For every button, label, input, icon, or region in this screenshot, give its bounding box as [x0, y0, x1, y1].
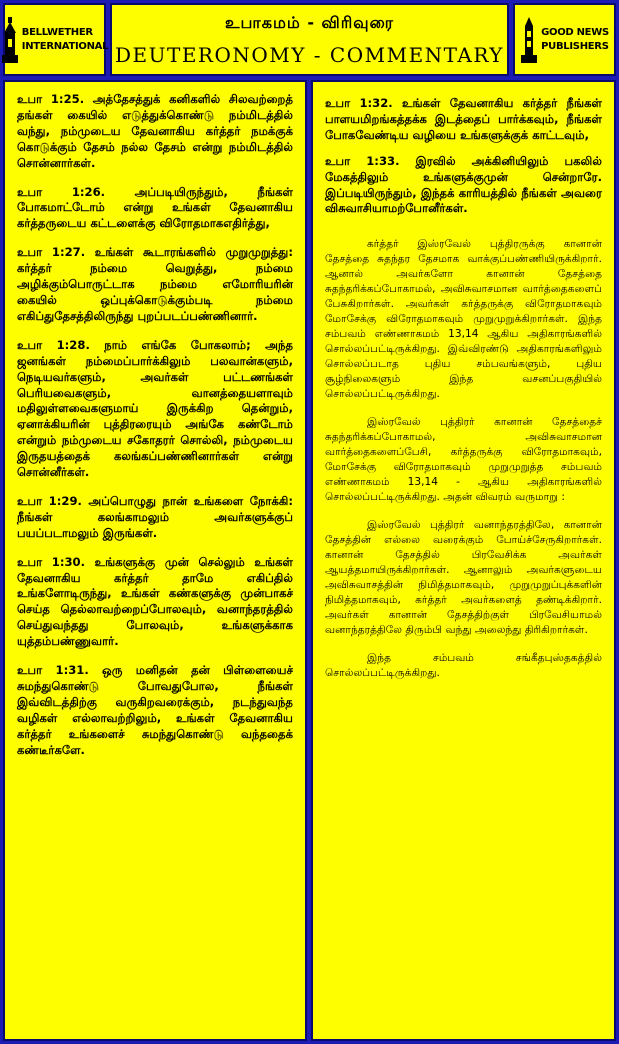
verse-1-25: உபா 1:25. அத்தேசத்துக் கனிகளில் சிலவற்றைத் தங்கள் கையில் எடுத்துக்கொண்டு நம்மிடத்தில் வந்து, நம்முடைய தேவனாகிய கர்த்தர் நமக்குக் கொடுக்கும் தேசம் நல்ல தேசம் என்று நம்மிடத்தில் சொன்னார்கள்.: [17, 92, 293, 170]
commentary-paragraph: இஸ்ரவேல் புத்திரர் கானான் தேசத்தைச் சுதந்தரிக்கப்போகாமல், அவிசுவாசமான வார்த்தைகளைப்பேசி, கர்த்தருக்கு விரோதமாகவும், மோசேக்கு விரோதமாகவும் முறுமுறுத்த சம்பவம் எண்ணாகமம் 13,14 - ஆகிய அதிகாரங்களில் சொல்லப்பட்டிருக்கிறது. அதன் விவரம் வருமாறு :: [325, 416, 602, 504]
bellwether-logo: [3, 3, 109, 76]
logo-right-line1: GOOD NEWS: [541, 26, 609, 38]
logo-right-line2: PUBLISHERS: [541, 40, 609, 52]
good-news-logo: [513, 3, 616, 76]
verse-1-29: உபா 1:29. அப்பொழுது நான் உங்களை நோக்கி: நீங்கள் கலங்காமலும் அவர்களுக்குப் பயப்படாமலும் இருங்கள்.: [17, 493, 293, 540]
logo-left-line1: BELLWETHER: [21, 26, 93, 38]
title-tamil: உபாகமம் - விரிவுரை: [225, 13, 394, 32]
commentary-paragraph: கர்த்தர் இஸ்ரவேல் புத்திரருக்கு கானான் தேசத்தை சுதந்தர தேசமாக வாக்குப்பண்ணியிருக்கிறார். ஆனால் அவர்களோ கானான் தேசத்தை சுதந்தரிக்கப்போகாமல், அவிசுவாசமான வார்த்தைகளைப் பேசுகிறார்கள். அவர்கள் கர்த்தருக்கு விரோதமாகவும் மோசேக்கு விரோதமாகவும் முறுமுறுக்கிறார்கள். இந்த சம்பவம் எண்ணாகமம் 13,14 ஆகிய அதிகாரங்களில் சொல்லப்பட்டிருக்கிறது. இவ்விரண்டு அதிகாரங்களிலும் சொல்லப்படாத புதிய சம்பவங்களும், புதிய சூழ்நிலைகளும் இந்த வசனப்பகுதியில் சொல்லப்பட்டிருக்கிறது.: [325, 238, 602, 401]
verse-1-28: உபா 1:28. நாம் எங்கே போகலாம்; அந்த ஜனங்கள் நம்மைப்பார்க்கிலும் பலவான்களும், நெடியவர்களும், அவர்கள் பட்டணங்கள் பெரியவைகளும், வானத்தையளாவும் மதிலுள்ளவைகளுமாய் இருக்கிற தென்றும், ஏனாக்கியரின் புத்திரரையும் அங்கே கண்டோம் என்றும் நம்முடைய சகோதரர் சொல்லி, நம்முடைய இருதயத்தைக் கலங்கப்பண்ணினார்கள் என்று சொன்னீர்கள்.: [17, 337, 293, 480]
logo-left-line2: INTERNATIONAL: [21, 40, 109, 52]
right-column: [311, 80, 616, 1041]
title-english: DEUTERONOMY - COMMENTARY: [114, 43, 505, 67]
verse-1-32: உபா 1:32. உங்கள் தேவனாகிய கர்த்தர் நீங்கள் பாளயமிறங்கத்தக்க இடத்தைப் பார்க்கவும், நீங்கள் போகவேண்டிய வழியை உங்களுக்குக் காட்டவும்,: [325, 96, 602, 142]
verse-1-33: உபா 1:33. இரவில் அக்கினியிலும் பகலில் மேகத்திலும் உங்களுக்குமுன் சென்றாரே. இப்படியிருந்தும், இந்தக் காரியத்தில் நீங்கள் அவரை விசுவாசியாமற்போனீர்கள்.: [325, 153, 602, 216]
verse-1-27: உபா 1:27. உங்கள் கூடாரங்களில் முறுமுறுத்து: கர்த்தர் நம்மை வெறுத்து, நம்மை அழிக்கும்பொருட்டாக நம்மை எமோரியரின் கையில் ஒப்புக்கொடுக்கும்படி நம்மை எகிப்துதேசத்திலிருந்து புறப்படப்பண்ணினார்.: [17, 245, 293, 323]
page-header: [110, 3, 509, 76]
commentary-paragraph: இந்த சம்பவம் சங்கீதபுஸ்தகத்தில் சொல்லப்பட்டிருக்கிறது.: [325, 652, 602, 680]
commentary-paragraph: இஸ்ரவேல் புத்திரர் வனாந்தரத்திலே, கானான் தேசத்தின் எல்லை வரைக்கும் போய்ச்சேருகிறார்கள். கானான் தேசத்தில் பிரவேசிக்க அவர்கள் ஆயத்தமாயிருக்கிறார்கள். ஆனாலும் அவர்களுடைய அவிசுவாசத்தின் நிமித்தமாகவும், முறுமுறுப்புக்களின் நிமித்தமாகவும், கர்த்தர் அவர்களைத் தண்டிக்கிறார். அவர்கள் கானான் தேசத்திற்குள் பிரவேசியாமல் வனாந்தரத்திலே திரும்பி வந்து அலைந்து திரிகிறார்கள்.: [325, 519, 602, 637]
verse-1-31: உபா 1:31. ஒரு மனிதன் தன் பிள்ளையைச் சுமந்துகொண்டு போவதுபோல, நீங்கள் இவ்விடத்திற்கு வருகிறவரைக்கும், நடந்துவந்த வழிகள் எல்லாவற்றிலும், உங்கள் தேவனாகிய கர்த்தர் உங்களைச் சுமந்துகொண்டு வந்ததைக் கண்டீர்களே.: [17, 663, 293, 757]
left-column: [3, 80, 307, 1041]
verse-1-30: உபா 1:30. உங்களுக்கு முன் செல்லும் உங்கள் தேவனாகிய கர்த்தர் தாமே எகிப்தில் உங்களோடிருந்து, உங்கள் கண்களுக்கு முன்பாகச் செய்த தெல்லாவற்றைப்போலவும், வனாந்தரத்தில் செய்துவந்தது போலவும், உங்களுக்காக யுத்தம்பண்ணுவார்.: [17, 554, 293, 649]
bell-tower-icon: [1, 17, 19, 63]
verse-1-26: உபா 1:26. அப்படியிருந்தும், நீங்கள் போகமாட்டோம் என்று உங்கள் தேவனாகிய கர்த்தருடைய கட்டளைக்கு விரோதமாகஎதிர்த்து,: [17, 184, 293, 231]
tower-icon: [520, 17, 538, 63]
